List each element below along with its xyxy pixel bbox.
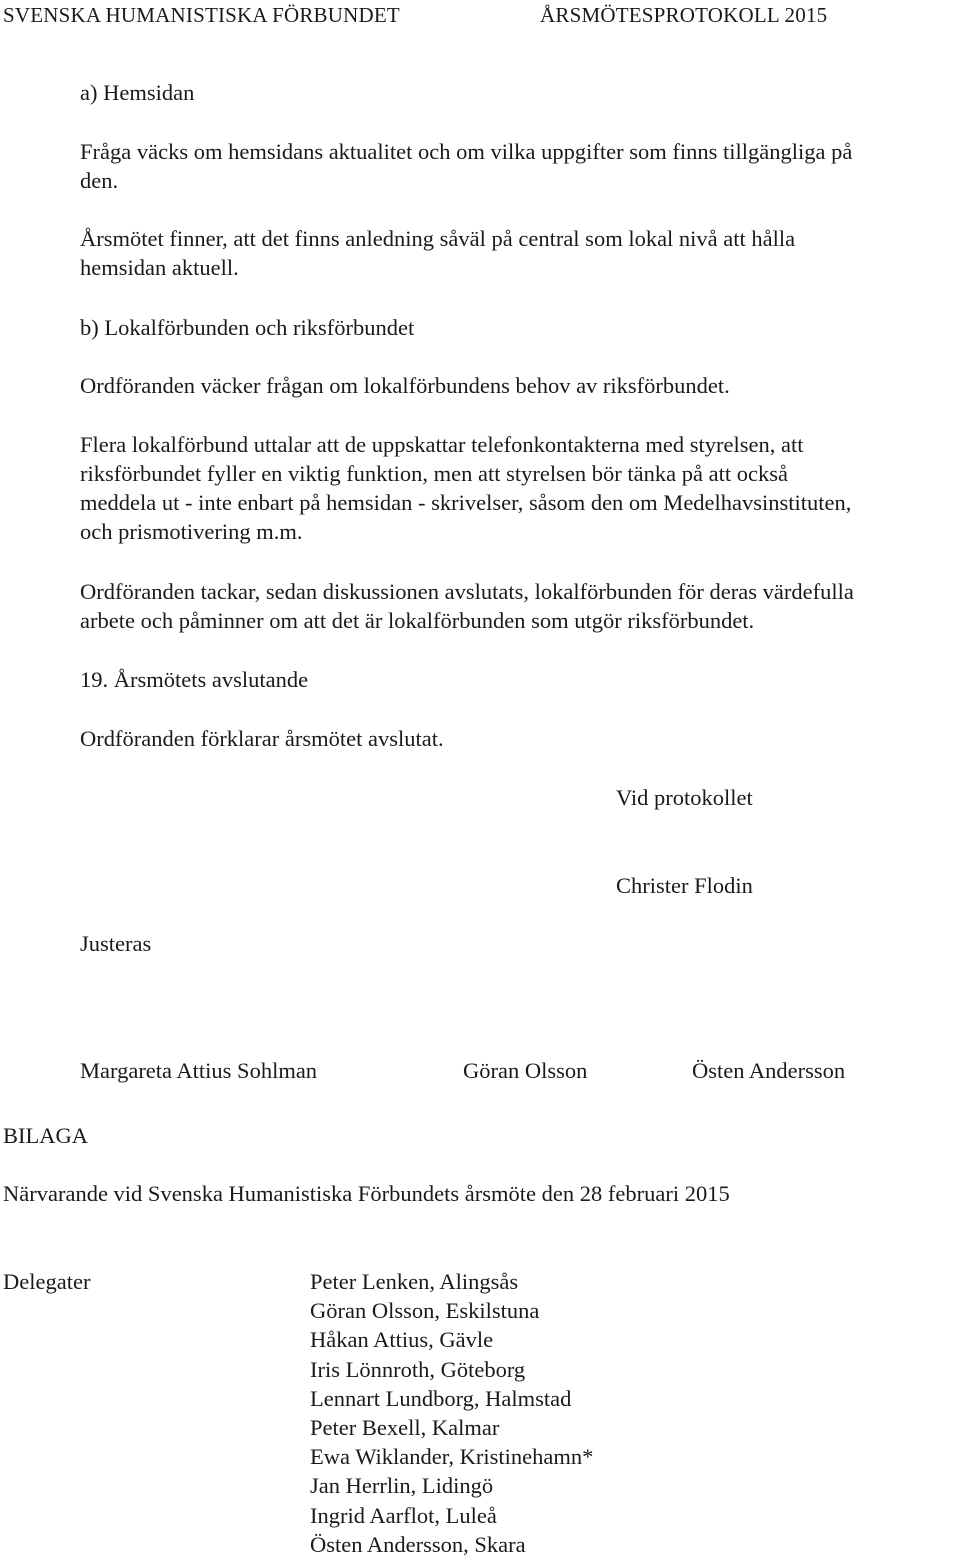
text-line: meddela ut - inte enbart på hemsidan - skrivelser, såsom den om Medelhavsinstituten, — [80, 490, 852, 515]
list-item: Jan Herrlin, Lidingö — [310, 1473, 494, 1499]
text-line: Årsmötet finner, att det finns anledning såväl på central som lokal nivå att hålla — [80, 226, 796, 251]
section-19-heading: 19. Årsmötets avslutande — [80, 667, 309, 692]
list-item: Håkan Attius, Gävle — [310, 1327, 494, 1353]
appendix-title: Närvarande vid Svenska Humanistiska Förbundets årsmöte den 28 februari 2015 — [3, 1181, 730, 1206]
section-b-paragraph-3 — [80, 577, 854, 635]
secretary-name: Christer Flodin — [616, 873, 753, 898]
text-line: hemsidan aktuell. — [80, 255, 239, 280]
text-line: riksförbundet fyller en viktig funktion, men att styrelsen bör tänka på att också — [80, 461, 788, 486]
list-item: Peter Bexell, Kalmar — [310, 1414, 500, 1440]
list-item: Ewa Wiklander, Kristinehamn* — [310, 1444, 594, 1470]
section-a-paragraph-2 — [80, 224, 795, 282]
text-line: Fråga väcks om hemsidans aktualitet och om vilka uppgifter som finns tillgängliga på — [80, 139, 853, 164]
delegates-list — [310, 1267, 593, 1559]
header-organization: SVENSKA HUMANISTISKA FÖRBUNDET — [3, 3, 400, 27]
section-19-text: Ordföranden förklarar årsmötet avslutat. — [80, 726, 444, 751]
justeras-label: Justeras — [80, 931, 152, 956]
list-item: Östen Andersson, Skara — [310, 1531, 526, 1557]
list-item: Lennart Lundborg, Halmstad — [310, 1385, 572, 1411]
delegates-label: Delegater — [3, 1269, 91, 1294]
text-line: den. — [80, 168, 119, 193]
header-document-title: ÅRSMÖTESPROTOKOLL 2015 — [540, 3, 828, 27]
text-line: Flera lokalförbund uttalar att de uppskattar telefonkontakterna med styrelsen, att — [80, 432, 804, 457]
appendix-label: BILAGA — [3, 1123, 88, 1148]
adjuster-name-1: Margareta Attius Sohlman — [80, 1058, 318, 1083]
text-line: Ordföranden tackar, sedan diskussionen avslutats, lokalförbunden för deras värdefulla — [80, 579, 854, 604]
section-b-paragraph-2 — [80, 430, 851, 546]
adjuster-name-2: Göran Olsson — [463, 1058, 588, 1083]
list-item: Göran Olsson, Eskilstuna — [310, 1298, 540, 1324]
list-item: Ingrid Aarflot, Luleå — [310, 1502, 497, 1528]
adjuster-name-3: Östen Andersson — [692, 1058, 846, 1083]
vid-protokollet-label: Vid protokollet — [616, 785, 753, 810]
section-b-paragraph-1: Ordföranden väcker frågan om lokalförbundens behov av riksförbundet. — [80, 373, 730, 398]
list-item: Peter Lenken, Alingsås — [310, 1269, 519, 1294]
text-line: och prismotivering m.m. — [80, 519, 303, 544]
text-line: arbete och påminner om att det är lokalförbunden som utgör riksförbundet. — [80, 608, 755, 633]
section-a-heading: a) Hemsidan — [80, 80, 195, 105]
section-b-heading: b) Lokalförbunden och riksförbundet — [80, 315, 415, 340]
section-a-paragraph-1 — [80, 137, 852, 195]
list-item: Iris Lönnroth, Göteborg — [310, 1356, 526, 1382]
